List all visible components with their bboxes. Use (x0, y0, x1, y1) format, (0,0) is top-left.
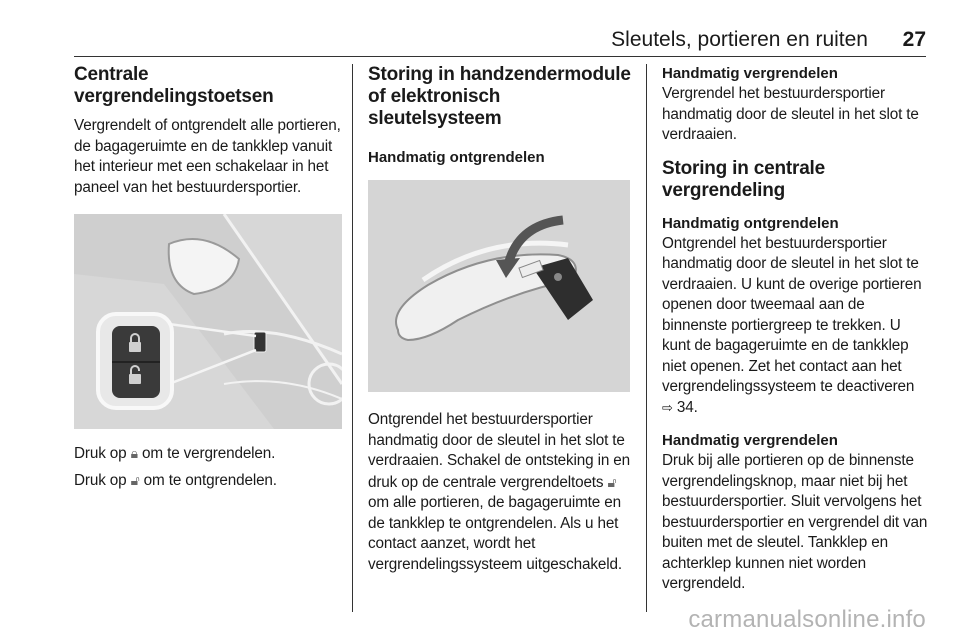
central-lock-intro: Vergrendelt of ontgrendelt alle portieren, de bagageruimte en de tankklep vanuit het interieur met een schakelaar in het paneel van het bestuurdersportier. (74, 117, 341, 196)
manual-unlock-body: Ontgrendel het bestuurdersportier handmatig door de sleutel in het slot te verdraaien. U kunt de overige portieren openen door tweemaal aan de binnenste portiergreep te trekken. U kunt de bagageruimte en de tankklep niet openen. Zet het contact aan het vergrendelingssysteem te deactiveren ⇨ 34. (662, 234, 922, 416)
door-handle-drawing (368, 180, 630, 392)
column-3 (662, 64, 928, 595)
page-number: 27 (902, 28, 926, 51)
lock-symbol-icon: 🔒︎ (130, 445, 138, 461)
unlock-instruction: Druk op 🔓︎ om te ontgrendelen. (74, 471, 277, 489)
subheading-manual-lock: Handmatig vergrendelen (662, 65, 838, 82)
page-header (74, 26, 926, 57)
remote-fault-body: Ontgrendel het bestuurdersportier handmatig door de sleutel in het slot te verdraaien. Schakel de ontsteking in en druk op de centrale vergrendeltoets 🔓︎ om alle portieren, de bagageruimte en de tankklep te ontgrendelen. Als u het contact aanzet, wordt het vergrendelingssysteem uitgeschakeld. (368, 411, 631, 573)
subheading-manual-unlock-2: Handmatig ontgrendelen (662, 214, 839, 232)
subheading-manual-unlock: Handmatig ontgrendelen (368, 149, 545, 166)
door-handle-key-illustration (368, 180, 630, 392)
lock-instruction: Druk op 🔒︎ om te vergrendelen. (74, 445, 276, 462)
heading-central-lock-buttons: Centrale vergrendelingstoetsen (74, 64, 274, 107)
column-divider-1 (352, 64, 353, 612)
unlock-symbol-icon: 🔓︎ (130, 471, 140, 488)
column-2 (368, 64, 632, 575)
page-reference[interactable]: 34. (676, 398, 698, 416)
manual-lock-body: Vergrendel het bestuurdersportier handmatig door de sleutel in het slot te verdraaien. (662, 85, 919, 143)
heading-central-locking-fault: Storing in centrale vergrendeling (662, 157, 826, 201)
page-reference-arrow-icon: ⇨ (662, 400, 673, 416)
watermark: carmanualsonline.info (688, 606, 926, 633)
manual-lock-body-2: Druk bij alle portieren op de binnenste vergrendelingsknop, maar niet bij het bestuurdersportier. Sluit vervolgens het bestuurdersportier en vergrendel dit van buiten met de sleutel. Tankklep en achterklep kunnen niet worden vergrendeld. (662, 452, 928, 592)
door-switch-illustration (74, 214, 342, 429)
heading-remote-fault: Storing in handzendermodule of elektronisch sleutelsysteem (368, 64, 631, 129)
door-panel-drawing (74, 214, 342, 429)
column-1 (74, 64, 342, 491)
section-title: Sleutels, portieren en ruiten (611, 28, 868, 51)
unlock-symbol-icon: 🔓︎ (607, 473, 617, 490)
column-divider-2 (646, 64, 647, 612)
subheading-manual-lock-2: Handmatig vergrendelen (662, 432, 838, 449)
